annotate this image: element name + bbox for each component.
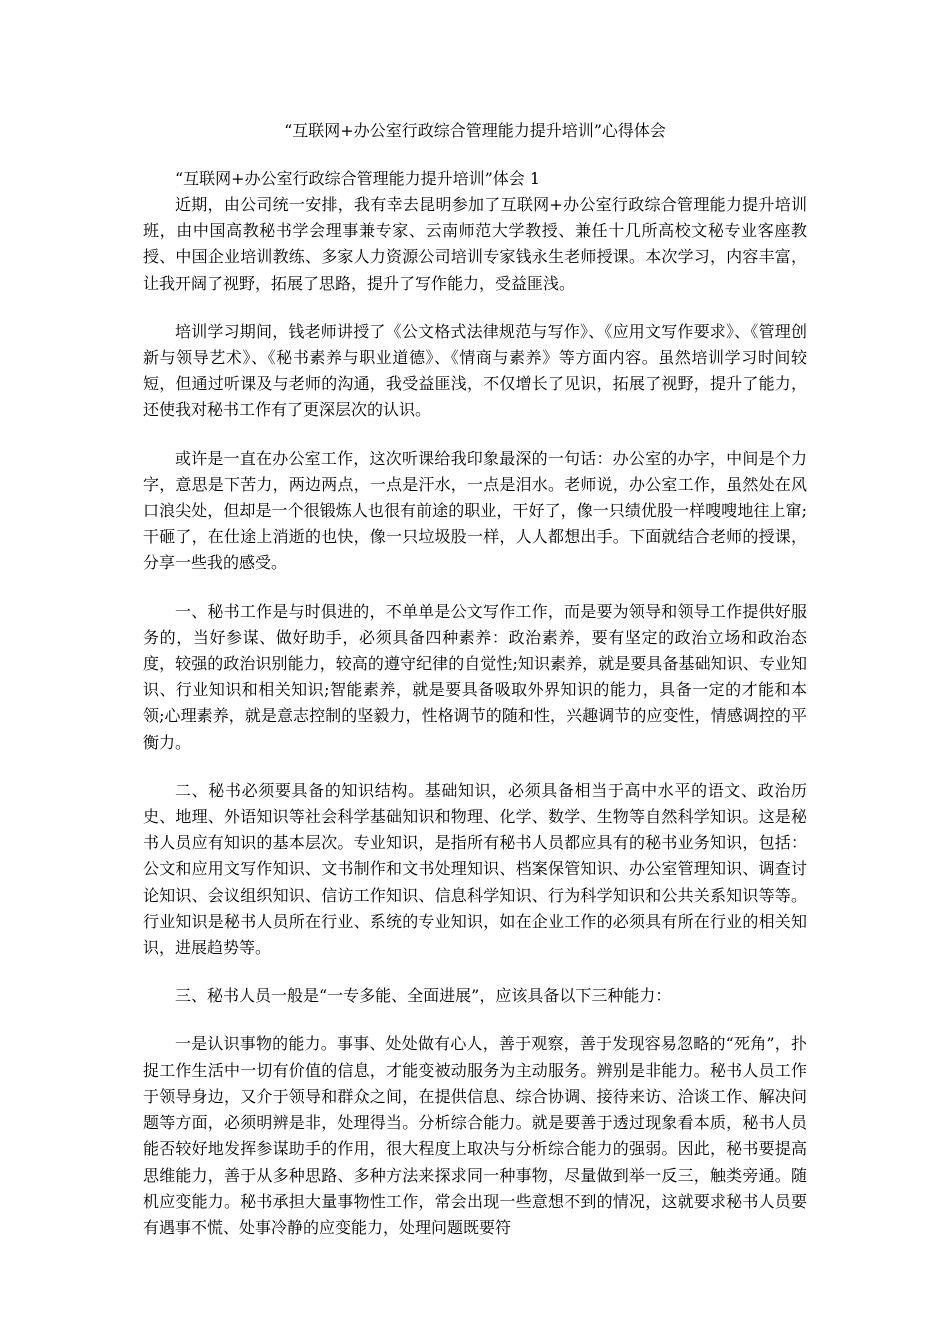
paragraph-2: 培训学习期间，钱老师讲授了《公文格式法律规范与写作》、《应用文写作要求》、《管理创新与领导艺术》、《秘书素养与职业道德》、《情商与素养》等方面内容。虽然培训学习时间较短，但通过听课及与老师的沟通，我受益匪浅，不仅增长了见识，拓展了视野，提升了能力，还使我对秘书工作有了更深层次的认识。	[143, 321, 807, 420]
paragraph-7: 一是认识事物的能力。事事、处处做有心人，善于观察，善于发现容易忽略的“死角”，扑捉工作生活中一切有价值的信息，才能变被动服务为主动服务。辨别是非能力。秘书人员工作于领导身边，又介于领导和群众之间，在提供信息、综合协调、接待来访、洽谈工作、解决问题等方面，必须明辨是非，处理得当。分析综合能力。就是要善于透过现象看本质，秘书人员能否较好地发挥参谋助手的作用，很大程度上取决与分析综合能力的强弱。因此，秘书要提高思维能力，善于从多种思路、多种方法来探求同一种事物，尽量做到举一反三，触类旁通。随机应变能力。秘书承担大量事物性工作，常会出现一些意想不到的情况，这就要求秘书人员要有遇事不慌、处事冷静的应变能力，处理问题既要符	[143, 1034, 807, 1237]
paragraph-4: 一、秘书工作是与时俱进的，不单单是公文写作工作，而是要为领导和领导工作提供好服务的，当好参谋、做好助手，必须具备四种素养：政治素养，要有坚定的政治立场和政治态度，较强的政治识别能力，较高的遵守纪律的自觉性;知识素养，就是要具备基础知识、专业知识、行业知识和相关知识;智能素养，就是要具备吸取外界知识的能力，具备一定的才能和本领;心理素养，就是意志控制的坚毅力，性格调节的随和性，兴趣调节的应变性，情感调控的平衡力。	[143, 601, 807, 752]
paragraph-6: 三、秘书人员一般是“一专多能、全面进展”，应该具备以下三种能力：	[175, 986, 672, 1006]
document-title: “互联网+办公室行政综合管理能力提升培训”心得体会	[284, 121, 666, 140]
document-page	[143, 118, 807, 1263]
paragraph-3: 或许是一直在办公室工作，这次听课给我印象最深的一句话：办公室的办字，中间是个力字，意思是下苦力，两边两点，一点是汗水，一点是泪水。老师说，办公室工作，虽然处在风口浪尖处，但却是一个很锻炼人也很有前途的职业，干好了，像一只绩优股一样嗖嗖地往上窜;干砸了，在仕途上消逝的也快，像一只垃圾股一样，人人都想出手。下面就结合老师的授课，分享一些我的感受。	[143, 448, 807, 573]
section-heading: “互联网+办公室行政综合管理能力提升培训”体会 1	[175, 169, 541, 188]
paragraph-1: 近期，由公司统一安排，我有幸去昆明参加了互联网+办公室行政综合管理能力提升培训班，由中国高教秘书学会理事兼专家、云南师范大学教授、兼任十几所高校文秘专业客座教授、中国企业培训教练、多家人力资源公司培训专家钱永生老师授课。本次学习，内容丰富，让我开阔了视野，拓展了思路，提升了写作能力，受益匪浅。	[143, 195, 807, 293]
paragraph-5: 二、秘书必须要具备的知识结构。基础知识，必须具备相当于高中水平的语文、政治历史、地理、外语知识等社会科学基础知识和物理、化学、数学、生物等自然科学知识。这是秘书人员应有知识的基本层次。专业知识，是指所有秘书人员都应具有的秘书业务知识，包括：公文和应用文写作知识、文书制作和文书处理知识、档案保管知识、办公室管理知识、调查讨论知识、会议组织知识、信访工作知识、信息科学知识、行为科学知识和公共关系知识等等。行业知识是秘书人员所在行业、系统的专业知识，如在企业工作的必须具有所在行业的相关知识，进展趋势等。	[143, 780, 807, 958]
